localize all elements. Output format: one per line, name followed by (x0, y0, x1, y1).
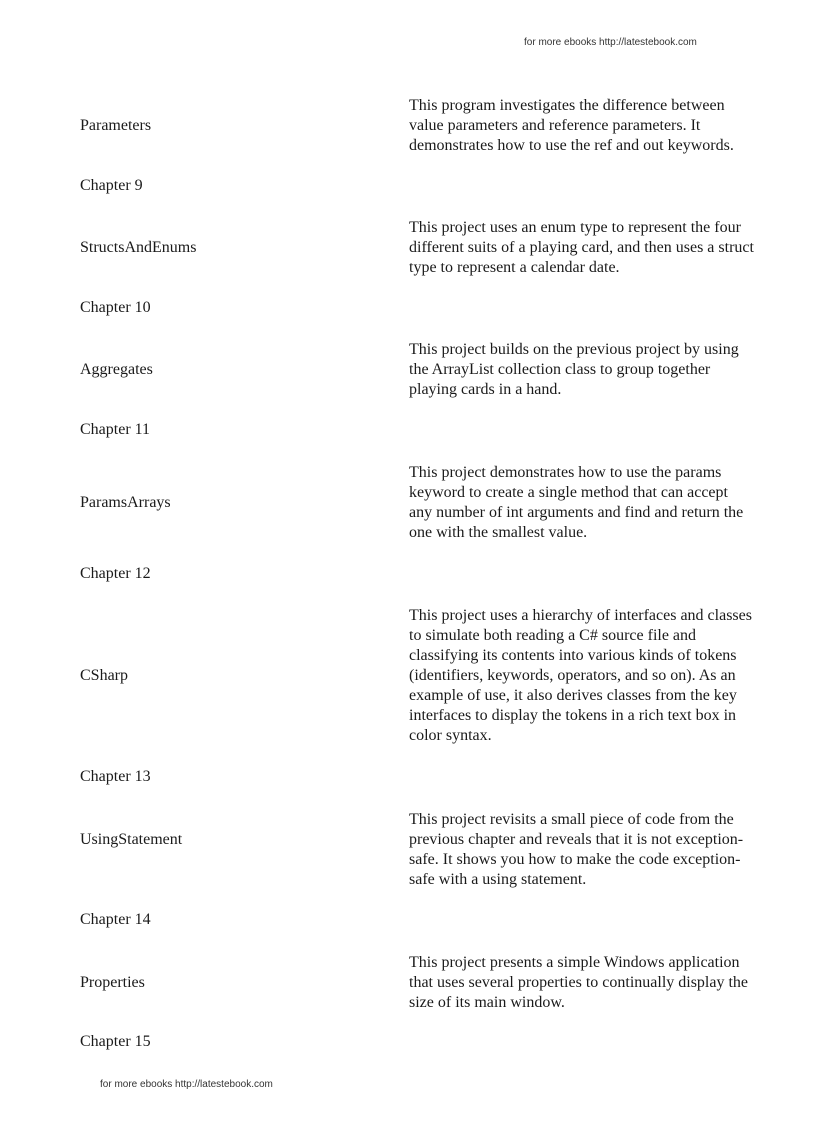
project-description: This project builds on the previous project by using the ArrayList collection class to group together playing cards in a hand. (409, 341, 739, 398)
chapter-heading: Chapter 13 (80, 768, 151, 785)
project-name: UsingStatement (80, 831, 183, 848)
project-name: ParamsArrays (80, 494, 171, 511)
chapter-heading: Chapter 14 (80, 911, 151, 928)
project-name: Properties (80, 974, 145, 991)
header-link-note: for more ebooks http://latestebook.com (524, 37, 697, 48)
chapter-heading: Chapter 9 (80, 177, 143, 194)
project-name: StructsAndEnums (80, 239, 197, 256)
project-description: This program investigates the difference between value parameters and reference parameters. It demonstrates how to use the ref and out keywords. (409, 97, 734, 154)
project-description: This project uses a hierarchy of interfaces and classes to simulate both reading a C# source file and classifying its contents into various kinds of tokens (identifiers, keywords, operators, and so on). As an example of use, it also derives classes from the key interfaces to display the tokens in a rich text box in color syntax. (409, 607, 752, 744)
chapter-heading: Chapter 15 (80, 1033, 151, 1050)
project-name: Parameters (80, 117, 152, 134)
project-description: This project demonstrates how to use the params keyword to create a single method that can accept any number of int arguments and find and return the one with the smallest value. (409, 464, 744, 541)
chapter-heading: Chapter 10 (80, 299, 151, 316)
footer-link-note: for more ebooks http://latestebook.com (100, 1079, 273, 1090)
chapter-heading: Chapter 11 (80, 421, 151, 438)
project-name: CSharp (80, 667, 128, 684)
project-name: Aggregates (80, 361, 153, 378)
project-description: This project presents a simple Windows application that uses several properties to continually display the size of its main window. (409, 954, 749, 1011)
project-description: This project revisits a small piece of code from the previous chapter and reveals that it is not exception-safe. It shows you how to make the code exception-safe with a using statement. (409, 811, 744, 888)
project-description: This project uses an enum type to represent the four different suits of a playing card, and then uses a struct type to represent a calendar date. (409, 219, 754, 276)
chapter-heading: Chapter 12 (80, 565, 151, 582)
